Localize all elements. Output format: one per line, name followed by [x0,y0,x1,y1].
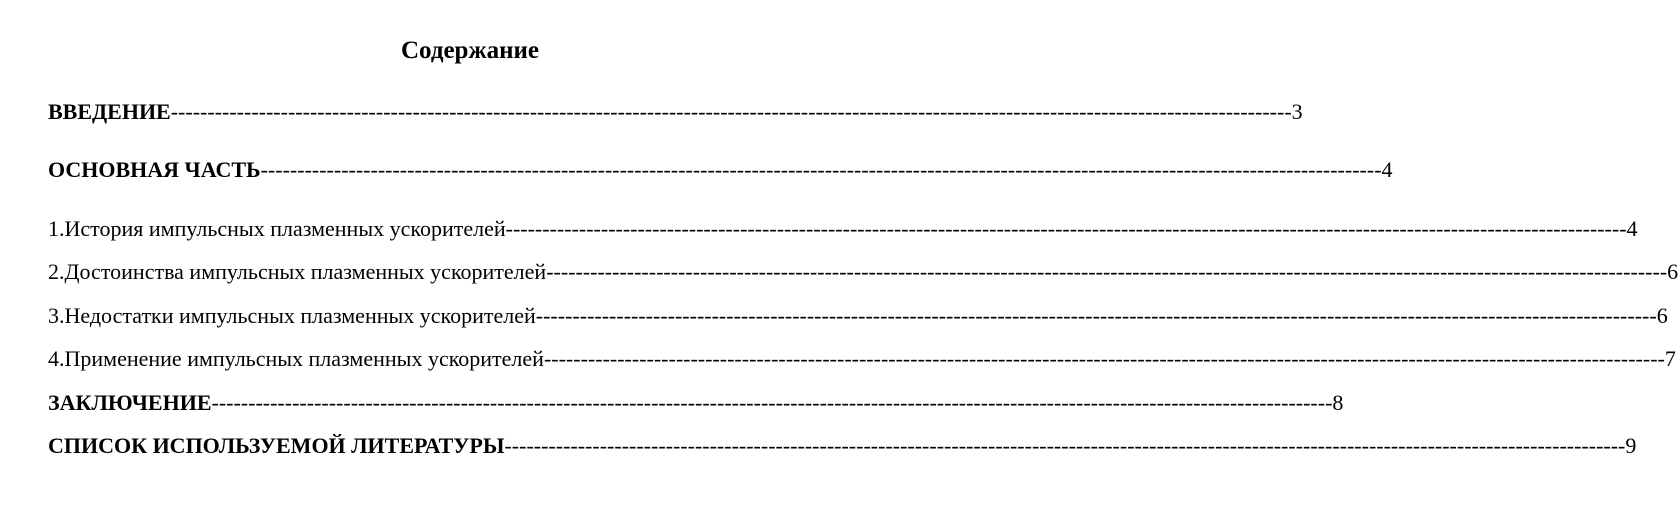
toc-entry-section-3 [48,301,1668,331]
toc-entry-label: Недостатки импульсных плазменных ускорителей [64,303,536,328]
toc-entry-conclusion [48,388,1344,418]
toc-entry-references [48,431,1637,461]
toc-page-number: 6 [1667,259,1678,284]
toc-page-number: 9 [1625,433,1637,458]
toc-entry-label: ОСНОВНАЯ ЧАСТЬ [48,157,261,182]
toc-entry-label: История импульсных плазменных ускорителей [64,216,506,241]
toc-entry-section-4 [48,344,1676,374]
toc-entry-section-1 [48,214,1638,244]
toc-entry-main-part [48,155,1393,185]
toc-leader: --------------------------------------------------------------------------------------------------------------------------------------------------------- [504,433,1626,458]
toc-page-number: 6 [1656,303,1668,328]
toc-leader: --------------------------------------------------------------------------------------------------------------------------------------------------------- [260,157,1382,182]
toc-leader: --------------------------------------------------------------------------------------------------------------------------------------------------------- [211,390,1333,415]
toc-page-number: 3 [1291,99,1303,124]
toc-page-number: 7 [1664,346,1676,371]
toc-leader: --------------------------------------------------------------------------------------------------------------------------------------------------------- [546,259,1668,284]
toc-entry-number: 3. [48,303,65,328]
toc-page-number: 4 [1381,157,1393,182]
toc-entry-label: Применение импульсных плазменных ускорителей [64,346,544,371]
toc-entry-label: ВВЕДЕНИЕ [48,99,171,124]
toc-entry-number: 1. [48,216,65,241]
toc-entry-introduction [48,97,1303,127]
toc-leader: --------------------------------------------------------------------------------------------------------------------------------------------------------- [505,216,1627,241]
toc-entry-number: 4. [48,346,65,371]
toc-entry-section-2 [48,257,1678,287]
toc-title: Содержание [400,37,539,64]
toc-entry-label: ЗАКЛЮЧЕНИЕ [48,390,212,415]
toc-entry-number: 2. [48,259,65,284]
toc-leader: --------------------------------------------------------------------------------------------------------------------------------------------------------- [535,303,1657,328]
toc-page-number: 4 [1626,216,1638,241]
toc-entry-label: Достоинства импульсных плазменных ускорителей [64,259,547,284]
toc-page-number: 8 [1332,390,1344,415]
toc-leader: --------------------------------------------------------------------------------------------------------------------------------------------------------- [170,99,1292,124]
toc-leader: --------------------------------------------------------------------------------------------------------------------------------------------------------- [543,346,1665,371]
toc-entry-label: СПИСОК ИСПОЛЬЗУЕМОЙ ЛИТЕРАТУРЫ [48,433,505,458]
